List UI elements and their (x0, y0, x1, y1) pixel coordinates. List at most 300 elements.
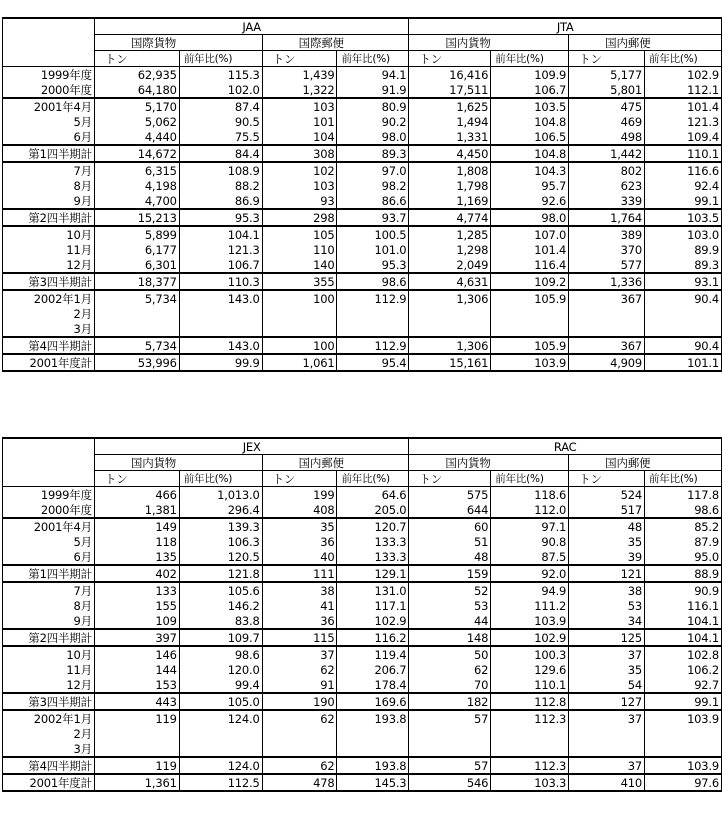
table-cell (262, 726, 337, 741)
header-group-row (3, 438, 722, 455)
table-row (3, 710, 722, 726)
table-cell: 104.3 (491, 162, 569, 178)
table-cell: 148 (409, 629, 491, 646)
table-cell: 102.9 (337, 613, 409, 629)
table-cell (569, 726, 645, 741)
table-cell: 112.9 (337, 290, 409, 306)
table-cell (262, 741, 337, 757)
header-corner (3, 455, 95, 471)
table-cell: 367 (569, 337, 645, 354)
unit-header: トン (569, 51, 645, 67)
table-cell: 1,285 (409, 226, 491, 242)
table-cell: 121.3 (179, 242, 262, 257)
table-cell: 37 (569, 710, 645, 726)
table-cell: 109.4 (645, 129, 722, 145)
table-cell: 103.9 (645, 710, 722, 726)
table-cell: 199 (262, 487, 337, 503)
row-label: 第4四半期計 (3, 337, 95, 354)
row-label: 11月 (3, 242, 95, 257)
table-cell: 100.3 (491, 646, 569, 662)
table-cell (645, 306, 722, 321)
table-cell: 4,700 (94, 193, 179, 209)
table-cell: 99.4 (179, 677, 262, 693)
table-cell: 64.6 (337, 487, 409, 503)
row-label: 第1四半期計 (3, 145, 95, 162)
table-cell: 129.1 (337, 565, 409, 582)
table-cell: 4,909 (569, 354, 645, 371)
row-label: 7月 (3, 162, 95, 178)
table-cell (337, 306, 409, 321)
table-cell: 62,935 (94, 67, 179, 83)
subgroup-header: 国内貨物 (409, 455, 569, 471)
table-row (3, 598, 722, 613)
table-cell: 112.9 (337, 337, 409, 354)
table-cell: 92.0 (491, 565, 569, 582)
table-cell: 4,198 (94, 178, 179, 193)
table-cell: 109.7 (179, 629, 262, 646)
table-cell: 91.9 (337, 82, 409, 98)
table-cell: 193.8 (337, 710, 409, 726)
table-cell: 88.2 (179, 178, 262, 193)
unit-header: 前年比(%) (337, 471, 409, 487)
table-cell: 104.1 (645, 613, 722, 629)
table-cell: 35 (569, 662, 645, 677)
table-cell: 93.1 (645, 273, 722, 290)
table-cell: 106.5 (491, 129, 569, 145)
unit-header: 前年比(%) (645, 471, 722, 487)
table-cell: 178.4 (337, 677, 409, 693)
table-cell: 1,764 (569, 209, 645, 226)
table-cell: 5,177 (569, 67, 645, 83)
table-row (3, 693, 722, 710)
table-cell: 119.4 (337, 646, 409, 662)
unit-header: 前年比(%) (337, 51, 409, 67)
row-label: 10月 (3, 226, 95, 242)
table-cell: 144 (94, 662, 179, 677)
unit-header: トン (409, 471, 491, 487)
row-label: 2000年度 (3, 502, 95, 518)
table-cell: 89.9 (645, 242, 722, 257)
table-cell (491, 321, 569, 337)
table-cell: 60 (409, 518, 491, 534)
table-cell (179, 306, 262, 321)
table-cell: 112.8 (491, 693, 569, 710)
row-label: 2001年度計 (3, 354, 95, 371)
table-cell: 16,416 (409, 67, 491, 83)
table-cell: 102.0 (179, 82, 262, 98)
table-cell: 1,169 (409, 193, 491, 209)
table-cell: 50 (409, 646, 491, 662)
table-cell: 100.5 (337, 226, 409, 242)
table-row (3, 321, 722, 337)
row-label: 2001年4月 (3, 518, 95, 534)
table-cell: 38 (262, 582, 337, 598)
table-cell: 86.9 (179, 193, 262, 209)
table-row (3, 613, 722, 629)
table-cell (491, 741, 569, 757)
table-cell: 14,672 (94, 145, 179, 162)
table-cell (645, 321, 722, 337)
table-row (3, 741, 722, 757)
table-cell: 57 (409, 710, 491, 726)
row-label: 3月 (3, 321, 95, 337)
table-cell: 143.0 (179, 337, 262, 354)
table-cell: 98.2 (337, 178, 409, 193)
table-cell: 62 (262, 757, 337, 774)
header-corner (3, 18, 95, 35)
table-cell: 92.7 (645, 677, 722, 693)
cargo-table-jex-rac (2, 437, 722, 792)
table-cell: 75.5 (179, 129, 262, 145)
unit-header: トン (94, 51, 179, 67)
table-row (3, 67, 722, 83)
table-cell: 102.8 (645, 646, 722, 662)
table-cell: 90.4 (645, 337, 722, 354)
row-label: 第4四半期計 (3, 757, 95, 774)
header-corner (3, 471, 95, 487)
table-cell: 133.3 (337, 534, 409, 549)
table-cell: 103 (262, 178, 337, 193)
table-row (3, 518, 722, 534)
table-cell: 87.5 (491, 549, 569, 565)
subgroup-header: 国際郵便 (262, 35, 409, 51)
table-cell: 93.7 (337, 209, 409, 226)
unit-header: トン (409, 51, 491, 67)
table-cell: 15,161 (409, 354, 491, 371)
row-label: 1999年度 (3, 487, 95, 503)
group-header: JEX (94, 438, 409, 455)
header-corner (3, 51, 95, 67)
table-cell: 105 (262, 226, 337, 242)
table-cell: 95.0 (645, 549, 722, 565)
table-row (3, 193, 722, 209)
unit-header: 前年比(%) (645, 51, 722, 67)
row-label: 第3四半期計 (3, 693, 95, 710)
table-cell: 112.3 (491, 757, 569, 774)
table-row (3, 565, 722, 582)
table-cell: 4,440 (94, 129, 179, 145)
table-cell: 107.0 (491, 226, 569, 242)
table-cell: 370 (569, 242, 645, 257)
row-label: 2000年度 (3, 82, 95, 98)
row-label: 8月 (3, 598, 95, 613)
table-cell: 517 (569, 502, 645, 518)
table-row (3, 178, 722, 193)
table-cell: 104.8 (491, 145, 569, 162)
table-cell: 1,013.0 (179, 487, 262, 503)
table-cell: 52 (409, 582, 491, 598)
table-cell: 546 (409, 774, 491, 791)
row-label: 6月 (3, 129, 95, 145)
header-unit-row (3, 51, 722, 67)
table-cell: 106.2 (645, 662, 722, 677)
table-cell: 127 (569, 693, 645, 710)
group-header: RAC (409, 438, 722, 455)
row-label: 5月 (3, 114, 95, 129)
table-cell: 6,301 (94, 257, 179, 273)
table-cell: 36 (262, 534, 337, 549)
table-cell: 90.2 (337, 114, 409, 129)
table-cell: 37 (569, 646, 645, 662)
row-label: 12月 (3, 257, 95, 273)
table-cell: 116.2 (337, 629, 409, 646)
table-cell: 103.9 (491, 354, 569, 371)
row-label: 2月 (3, 306, 95, 321)
table-row (3, 226, 722, 242)
table-cell: 115.3 (179, 67, 262, 83)
table-cell: 119 (94, 757, 179, 774)
table-cell: 48 (409, 549, 491, 565)
table-cell: 98.0 (491, 209, 569, 226)
table-cell: 367 (569, 290, 645, 306)
table-cell: 193.8 (337, 757, 409, 774)
table-cell (569, 321, 645, 337)
table-cell (94, 726, 179, 741)
row-label: 10月 (3, 646, 95, 662)
table-row (3, 257, 722, 273)
table-cell: 5,170 (94, 98, 179, 114)
table-cell: 623 (569, 178, 645, 193)
table-cell: 118.6 (491, 487, 569, 503)
unit-header: トン (262, 471, 337, 487)
table-cell: 102.9 (491, 629, 569, 646)
table-cell: 298 (262, 209, 337, 226)
table-cell: 99.1 (645, 693, 722, 710)
table-cell: 110 (262, 242, 337, 257)
row-label: 5月 (3, 534, 95, 549)
table-cell (337, 321, 409, 337)
table-cell: 87.4 (179, 98, 262, 114)
table-row (3, 629, 722, 646)
table-cell: 88.9 (645, 565, 722, 582)
unit-header: トン (262, 51, 337, 67)
table-cell: 57 (409, 757, 491, 774)
table-cell: 97.1 (491, 518, 569, 534)
unit-header: 前年比(%) (491, 51, 569, 67)
row-label: 9月 (3, 193, 95, 209)
table-cell: 1,336 (569, 273, 645, 290)
table-cell: 129.6 (491, 662, 569, 677)
table-cell: 103.0 (645, 226, 722, 242)
unit-header: トン (569, 471, 645, 487)
table-cell: 118 (94, 534, 179, 549)
table-cell (491, 726, 569, 741)
table-cell: 94.9 (491, 582, 569, 598)
table-cell: 100 (262, 337, 337, 354)
subgroup-header: 国内郵便 (569, 455, 722, 471)
table-cell: 146.2 (179, 598, 262, 613)
table-cell: 117.1 (337, 598, 409, 613)
table-cell: 389 (569, 226, 645, 242)
table-cell: 62 (262, 710, 337, 726)
row-label: 3月 (3, 741, 95, 757)
table-cell: 87.9 (645, 534, 722, 549)
row-label: 12月 (3, 677, 95, 693)
table-cell: 89.3 (337, 145, 409, 162)
table-cell: 90.4 (645, 290, 722, 306)
table-cell: 577 (569, 257, 645, 273)
table-cell: 92.6 (491, 193, 569, 209)
table-cell: 103.5 (645, 209, 722, 226)
table-cell: 115 (262, 629, 337, 646)
table-cell: 62 (262, 662, 337, 677)
row-label: 第2四半期計 (3, 629, 95, 646)
table-cell: 125 (569, 629, 645, 646)
table-row (3, 82, 722, 98)
group-header: JTA (409, 18, 722, 35)
table-cell: 4,631 (409, 273, 491, 290)
table-cell: 85.2 (645, 518, 722, 534)
row-label: 1999年度 (3, 67, 95, 83)
table-cell: 1,061 (262, 354, 337, 371)
table-cell: 121.3 (645, 114, 722, 129)
table-row (3, 662, 722, 677)
table-cell: 90.5 (179, 114, 262, 129)
table-row (3, 98, 722, 114)
row-label: 8月 (3, 178, 95, 193)
table-cell: 106.7 (179, 257, 262, 273)
table-cell: 124.0 (179, 757, 262, 774)
unit-header: 前年比(%) (491, 471, 569, 487)
table-row (3, 774, 722, 791)
table-cell: 48 (569, 518, 645, 534)
table-cell (645, 726, 722, 741)
header-subgroup-row (3, 455, 722, 471)
table-cell: 101 (262, 114, 337, 129)
table-cell: 53,996 (94, 354, 179, 371)
table-cell: 1,808 (409, 162, 491, 178)
table-cell: 475 (569, 98, 645, 114)
table-row (3, 306, 722, 321)
table-cell: 111.2 (491, 598, 569, 613)
table-cell: 35 (569, 534, 645, 549)
table-cell: 112.0 (491, 502, 569, 518)
unit-header: トン (94, 471, 179, 487)
table-cell: 124.0 (179, 710, 262, 726)
table-cell: 53 (569, 598, 645, 613)
table-cell: 6,315 (94, 162, 179, 178)
table-cell: 524 (569, 487, 645, 503)
table-cell: 94.1 (337, 67, 409, 83)
table-cell: 644 (409, 502, 491, 518)
row-label: 7月 (3, 582, 95, 598)
table-cell (409, 321, 491, 337)
table-cell: 397 (94, 629, 179, 646)
table-cell: 110.3 (179, 273, 262, 290)
table-cell: 1,361 (94, 774, 179, 791)
table-row (3, 487, 722, 503)
table-cell: 116.1 (645, 598, 722, 613)
table-cell: 98.6 (337, 273, 409, 290)
table-row (3, 162, 722, 178)
table-cell: 410 (569, 774, 645, 791)
row-label: 2001年度計 (3, 774, 95, 791)
table-cell: 116.4 (491, 257, 569, 273)
table-cell: 1,798 (409, 178, 491, 193)
table-row (3, 549, 722, 565)
table-row (3, 242, 722, 257)
table-cell: 153 (94, 677, 179, 693)
table-cell: 159 (409, 565, 491, 582)
header-corner (3, 35, 95, 51)
table-cell (491, 306, 569, 321)
table-cell: 109 (94, 613, 179, 629)
table-cell: 205.0 (337, 502, 409, 518)
table-cell: 89.3 (645, 257, 722, 273)
header-group-row (3, 18, 722, 35)
table-cell: 53 (409, 598, 491, 613)
table-cell: 64,180 (94, 82, 179, 98)
table-cell: 1,298 (409, 242, 491, 257)
table-row (3, 582, 722, 598)
table-cell: 102 (262, 162, 337, 178)
row-label: 2001年4月 (3, 98, 95, 114)
row-label: 2002年1月 (3, 290, 95, 306)
table-cell: 70 (409, 677, 491, 693)
table-row (3, 354, 722, 371)
table-row (3, 209, 722, 226)
table-cell: 105.9 (491, 290, 569, 306)
table-cell: 1,306 (409, 290, 491, 306)
table-cell: 469 (569, 114, 645, 129)
table-cell: 145.3 (337, 774, 409, 791)
table-cell: 17,511 (409, 82, 491, 98)
table-cell: 110.1 (645, 145, 722, 162)
table-cell: 36 (262, 613, 337, 629)
table-cell: 95.3 (337, 257, 409, 273)
table-cell: 2,049 (409, 257, 491, 273)
table-cell (337, 726, 409, 741)
table-cell: 101.4 (491, 242, 569, 257)
table-cell: 402 (94, 565, 179, 582)
table-cell: 95.4 (337, 354, 409, 371)
table-cell: 99.1 (645, 193, 722, 209)
table-cell: 18,377 (94, 273, 179, 290)
table-cell: 103 (262, 98, 337, 114)
table-cell: 169.6 (337, 693, 409, 710)
table-cell: 105.0 (179, 693, 262, 710)
table-cell: 54 (569, 677, 645, 693)
table-cell: 95.7 (491, 178, 569, 193)
table-cell: 91 (262, 677, 337, 693)
row-label: 9月 (3, 613, 95, 629)
table-cell: 104.1 (179, 226, 262, 242)
table-cell (645, 741, 722, 757)
table-cell: 206.7 (337, 662, 409, 677)
table-cell: 95.3 (179, 209, 262, 226)
row-label: 第2四半期計 (3, 209, 95, 226)
table-cell: 140 (262, 257, 337, 273)
table-row (3, 677, 722, 693)
table-cell: 120.5 (179, 549, 262, 565)
table-cell: 106.7 (491, 82, 569, 98)
table-cell (262, 321, 337, 337)
table-cell: 39 (569, 549, 645, 565)
subgroup-header: 国内郵便 (262, 455, 409, 471)
table-cell: 104 (262, 129, 337, 145)
table-cell: 86.6 (337, 193, 409, 209)
table-cell: 149 (94, 518, 179, 534)
table-row (3, 273, 722, 290)
table-cell: 339 (569, 193, 645, 209)
table-cell: 4,774 (409, 209, 491, 226)
table-cell: 355 (262, 273, 337, 290)
table-cell: 1,306 (409, 337, 491, 354)
table-cell: 131.0 (337, 582, 409, 598)
table-cell: 308 (262, 145, 337, 162)
table-cell: 1,442 (569, 145, 645, 162)
header-corner (3, 438, 95, 455)
